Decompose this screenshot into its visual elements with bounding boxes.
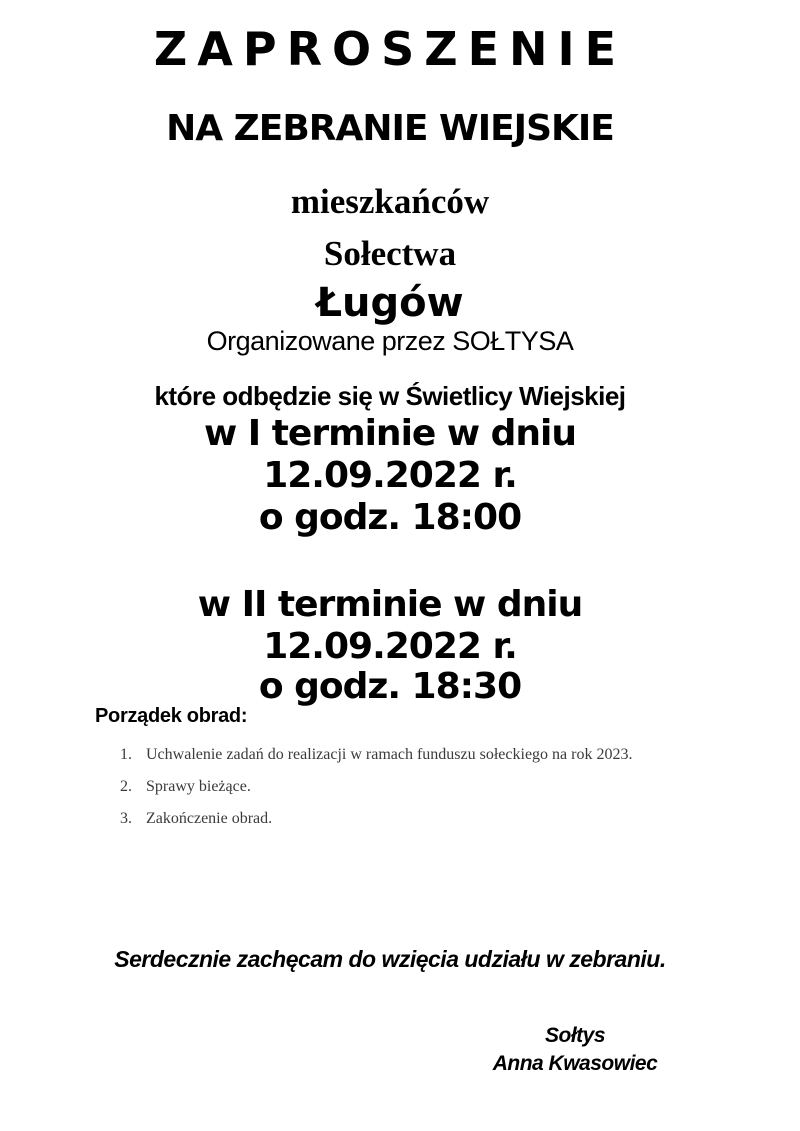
agenda-list [120, 746, 680, 842]
agenda-item-text: Uchwalenie zadań do realizacji w ramach funduszu sołeckiego na rok 2023. [146, 746, 633, 763]
agenda-item [120, 778, 680, 795]
term2-time: o godz. 18:30 [258, 666, 522, 707]
term2-heading: w II terminie w dniu [197, 584, 583, 625]
agenda-item-number: 3. [120, 810, 132, 827]
term1-time: o godz. 18:00 [258, 497, 522, 538]
audience-line: mieszkańców [290, 182, 490, 221]
term2-date: 12.09.2022 r. [263, 626, 517, 667]
signature-role: Sołtys [544, 1024, 606, 1047]
agenda-item [120, 746, 680, 763]
agenda-item-number: 2. [120, 778, 132, 795]
agenda-item-text: Sprawy bieżące. [146, 778, 251, 795]
term1-date: 12.09.2022 r. [263, 455, 517, 496]
agenda-heading: Porządek obrad: [95, 705, 248, 727]
document-subtitle: NA ZEBRANIE WIEJSKIE [166, 108, 614, 149]
agenda-item-text: Zakończenie obrad. [146, 810, 273, 827]
signature-block [450, 1024, 700, 1076]
organizer-line: Organizowane przez SOŁTYSA [206, 326, 574, 356]
signature-name: Anna Kwasowiec [492, 1052, 658, 1075]
document-title: ZAPROSZENIE [153, 22, 627, 76]
closing-invitation-line: Serdecznie zachęcam do wzięcia udziału w zebraniu. [114, 946, 666, 972]
unit-label-line: Sołectwa [323, 234, 457, 273]
agenda-item [120, 810, 680, 827]
term1-heading: w I terminie w dniu [203, 413, 577, 454]
agenda-item-number: 1. [120, 746, 132, 763]
venue-line: które odbędzie się w Świetlicy Wiejskiej [154, 381, 626, 411]
village-name: Ługów [316, 280, 464, 326]
